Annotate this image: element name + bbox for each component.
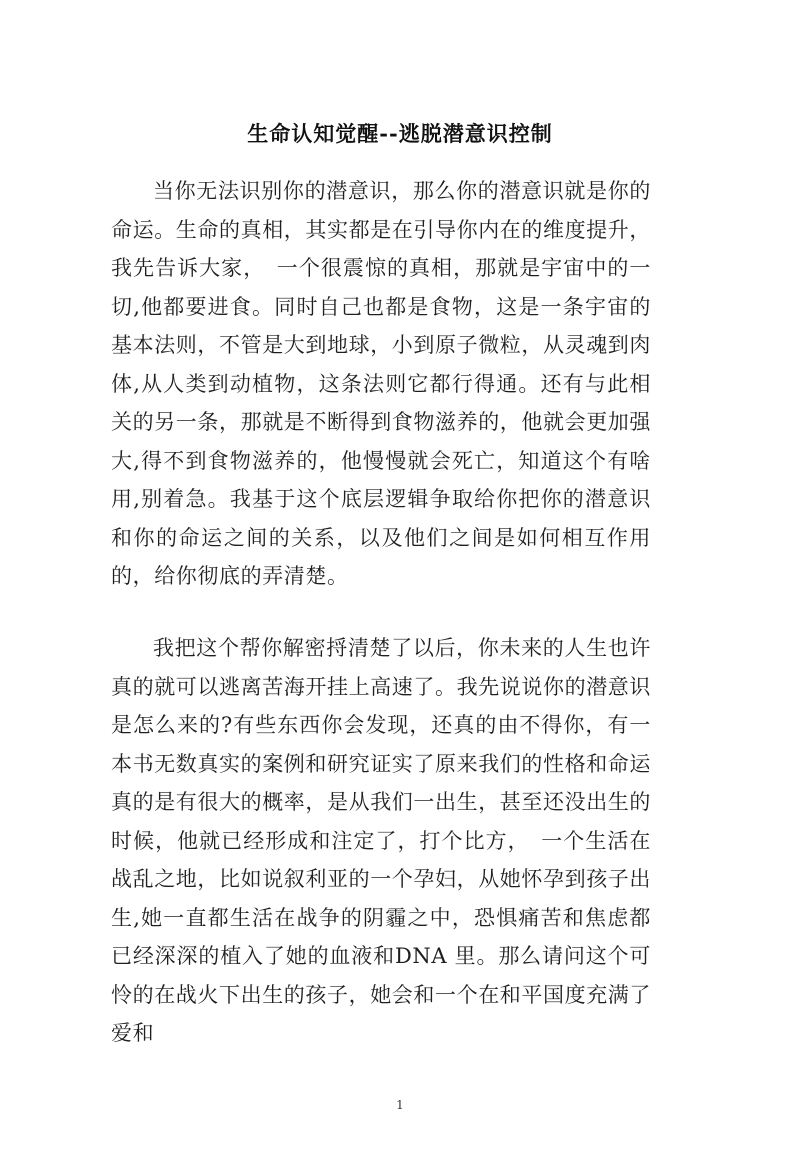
page-number: 1 — [396, 1098, 404, 1112]
document-title: 生命认知觉醒--逃脱潜意识控制 — [247, 121, 553, 146]
body-paragraph-2: 我把这个帮你解密捋清楚了以后，你未来的人生也许真的就可以逃离苦海开挂上高速了。我先说说你的潜意识是怎么来的?有些东西你会发现，还真的由不得你，有一本书无数真实的案例和研究证实了原来我们的性格和命运真的是有很大的概率，是从我们一出生，甚至还没出生的时候，他就已经形成和注定了，打个比方， 一个生活在战乱之地，比如说叙利亚的一个孕妇，从她怀孕到孩子出生,她一直都生活在战争的阴霾之中，恐惧痛苦和焦虑都已经深深的植入了她的血液和DNA 里。那么请问这个可怜的在战火下出生的孩子，她会和一个在和平国度充满了爱和 — [111, 636, 651, 1045]
body-paragraph-1: 当你无法识别你的潜意识，那么你的潜意识就是你的命运。生命的真相，其实都是在引导你内在的维度提升，我先告诉大家， 一个很震惊的真相，那就是宇宙中的一切,他都要进食。同时自己也都是食物，这是一条宇宙的基本法则，不管是大到地球，小到原子微粒，从灵魂到肉体,从人类到动植物，这条法则它都行得通。还有与此相关的另一条，那就是不断得到食物滋养的，他就会更加强大,得不到食物滋养的，他慢慢就会死亡，知道这个有啥用,别着急。我基于这个底层逻辑争取给你把你的潜意识和你的命运之间的关系，以及他们之间是如何相互作用的，给你彻底的弄清楚。 — [111, 179, 651, 588]
